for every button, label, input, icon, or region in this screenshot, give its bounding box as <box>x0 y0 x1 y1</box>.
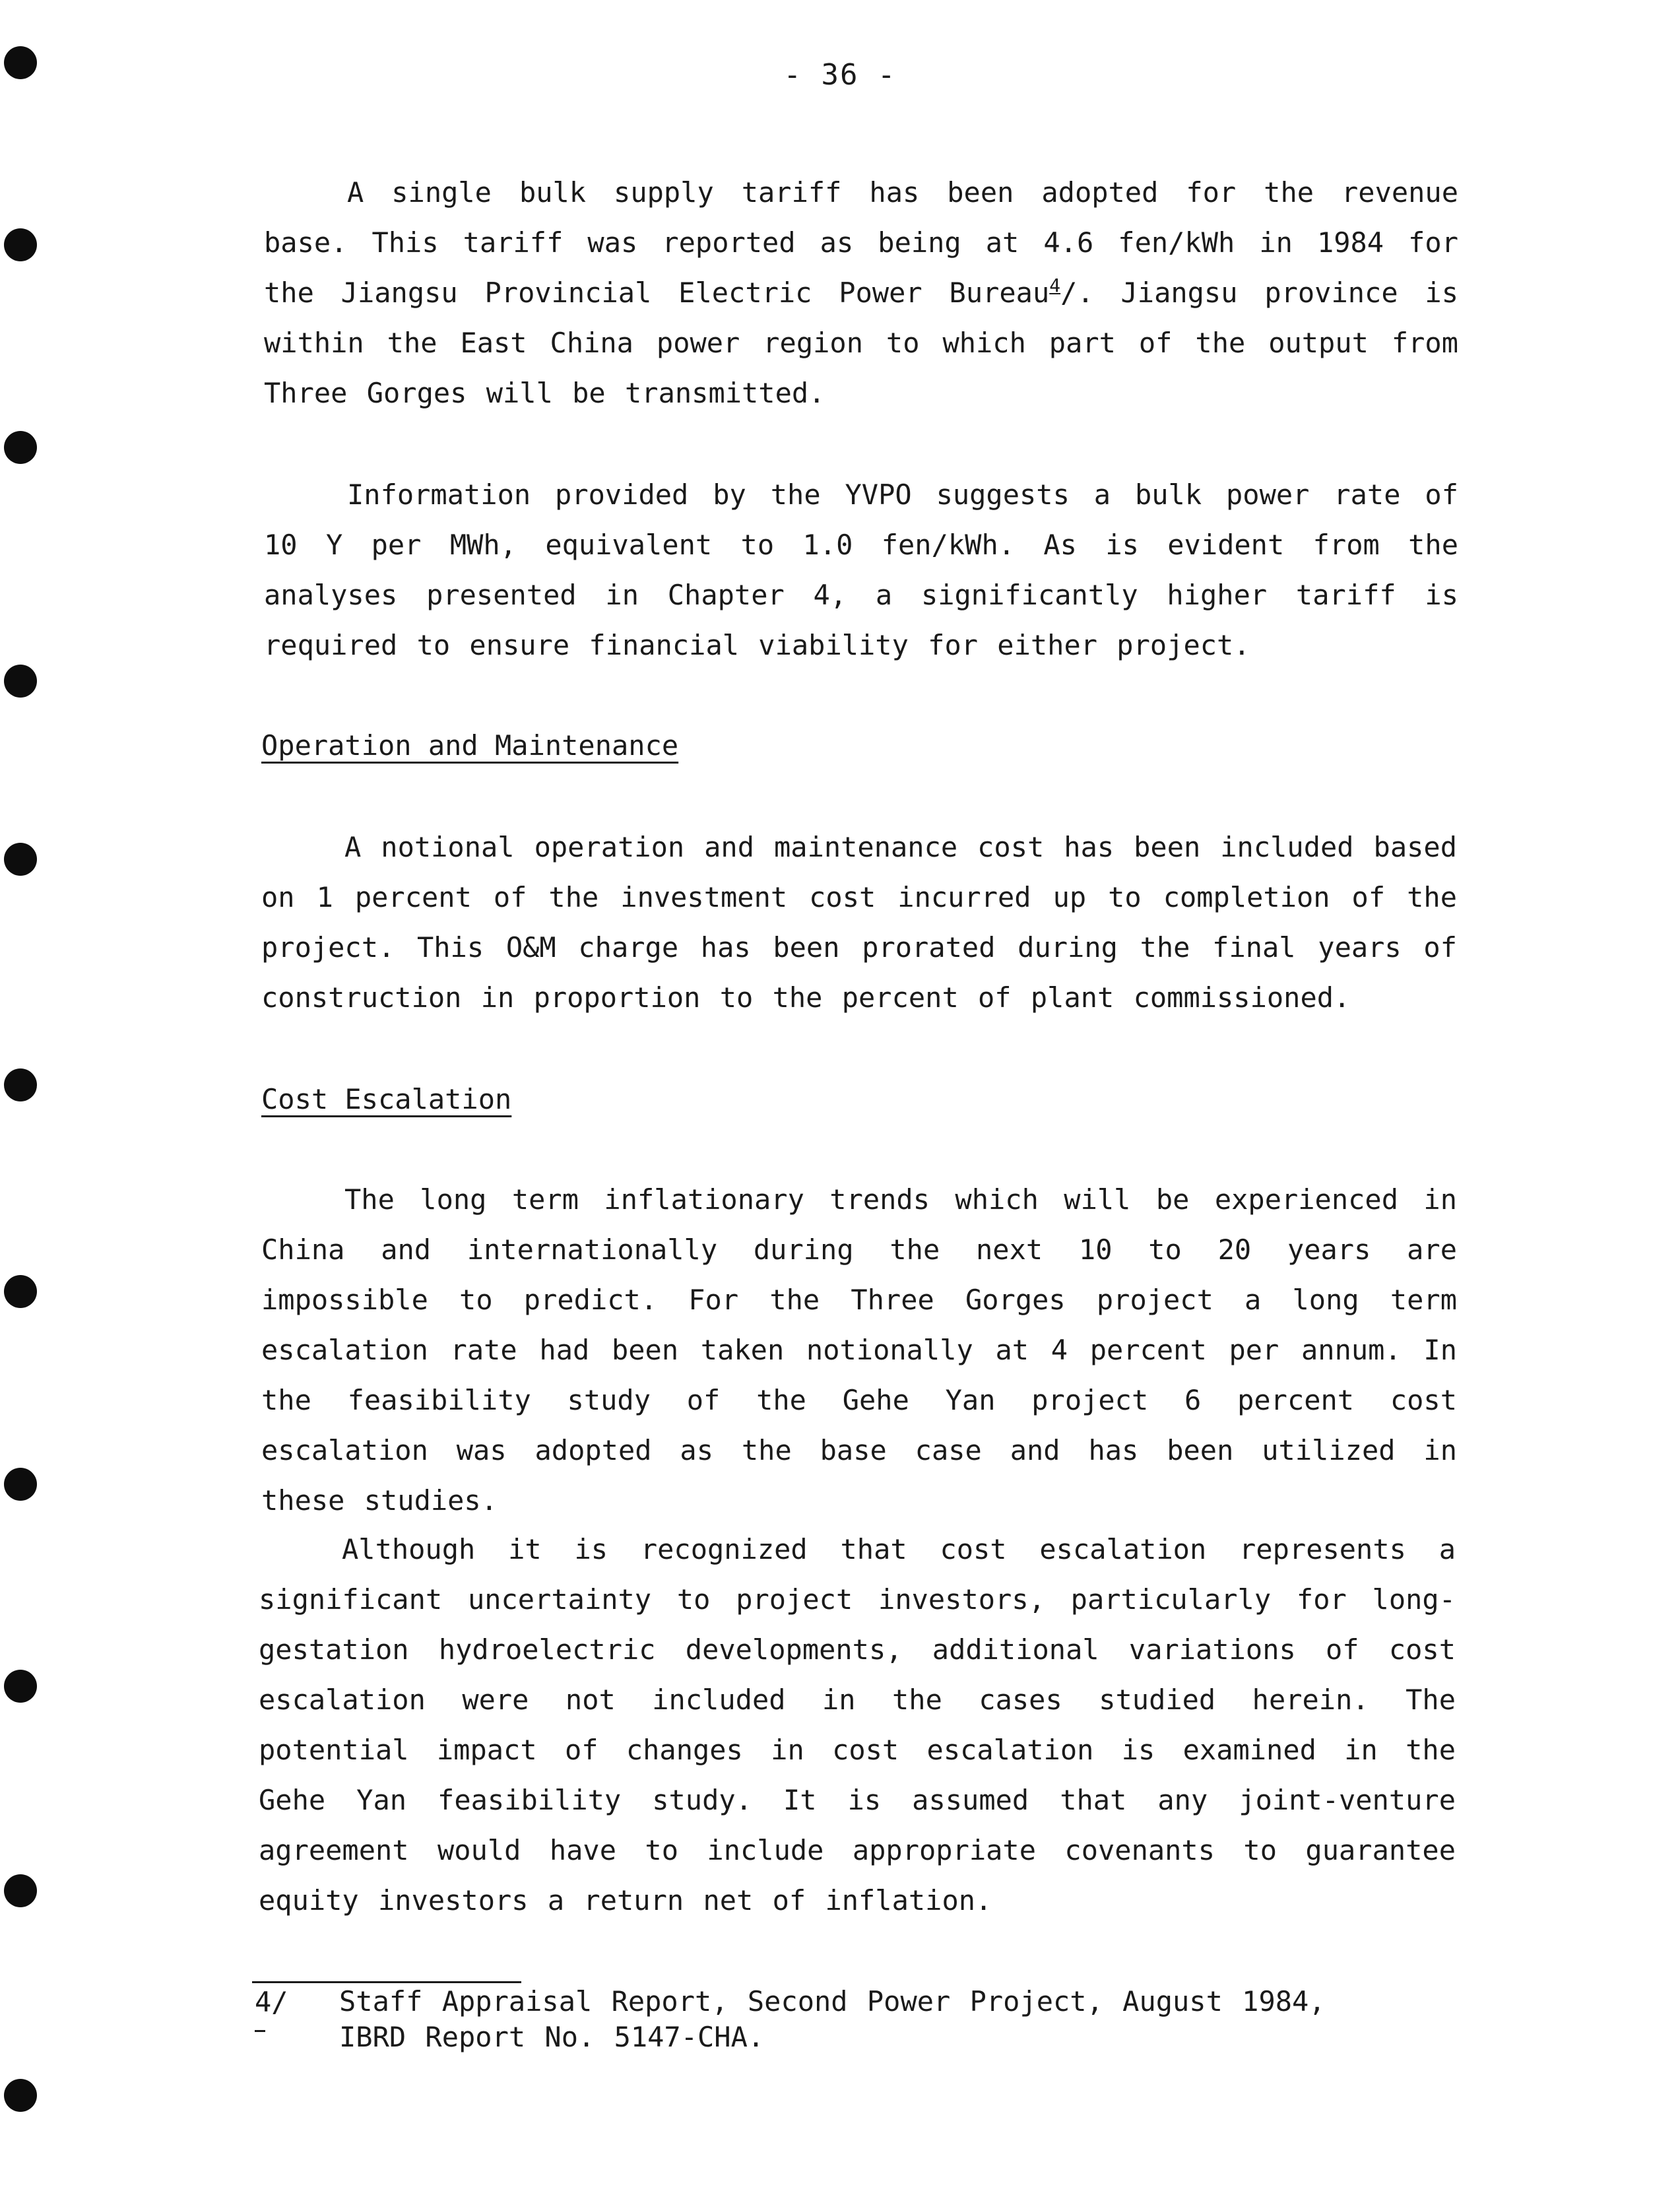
punch-hole <box>4 2079 37 2112</box>
punch-hole <box>4 1670 37 1703</box>
paragraph-om-text: A notional operation and maintenance cost has been included based on 1 percent of the investment cost incurred up to completion of the project. This O&M charge has been prorated during the final years of construction in proportion to the percent of plant commissioned. <box>261 831 1457 1014</box>
footnote-line-1: Staff Appraisal Report, Second Power Project, August 1984, <box>339 1985 1326 2017</box>
footnote-mark: 4/ <box>255 1986 288 2018</box>
paragraph-tariff-continued: /. Jiangsu province is within the East China power region to which part of the output from Three Gorges will be transmitted. <box>264 277 1458 409</box>
paragraph-tariff <box>264 168 1458 418</box>
paragraph-inflation <box>261 1175 1457 1526</box>
page-number: - 36 - <box>783 58 897 92</box>
punch-hole <box>4 1874 37 1907</box>
punch-hole <box>4 1468 37 1501</box>
footnote-text <box>339 1984 1326 2055</box>
punch-hole <box>4 1275 37 1308</box>
heading-cost-escalation: Cost Escalation <box>261 1083 512 1115</box>
paragraph-om <box>261 822 1457 1023</box>
punch-hole <box>4 431 37 464</box>
punch-hole <box>4 665 37 698</box>
punch-hole <box>4 843 37 876</box>
footnote-line-2: IBRD Report No. 5147-CHA. <box>339 2021 765 2053</box>
punch-hole <box>4 1068 37 1101</box>
footnote-separator <box>252 1981 521 1983</box>
paragraph-uncertainty-text: Although it is recognized that cost escalation represents a significant uncertainty to project investors, particularly for long-gestation hydroelectric developments, additional variations of cost escalation were not included in the cases studied herein. The potential impact of changes in cost escalation is examined in the Gehe Yan feasibility study. It is assumed that any joint-venture agreement would have to include appropriate covenants to guarantee equity investors a return net of inflation. <box>259 1533 1456 1917</box>
paragraph-yvpo-text: Information provided by the YVPO suggests a bulk power rate of 10 Y per MWh, equivalent to 1.0 fen/kWh. As is evident from the analyses presented in Chapter 4, a significantly higher tariff is required to ensure financial viability for either project. <box>264 478 1458 661</box>
punch-hole <box>4 228 37 261</box>
heading-operation-maintenance: Operation and Maintenance <box>261 729 679 762</box>
paragraph-tariff-text: A single bulk supply tariff has been adopted for the revenue base. This tariff was reported as being at 4.6 fen/kWh in 1984 for the Jiangsu Provincial Electric Power Bureau <box>264 176 1458 309</box>
paragraph-inflation-text: The long term inflationary trends which will be experienced in China and internationally during the next 10 to 20 years are impossible to predict. For the Three Gorges project a long term escalation rate had been taken notionally at 4 percent per annum. In the feasibility study of the Gehe Yan project 6 percent cost escalation was adopted as the base case and has been utilized in these studies. <box>261 1183 1457 1517</box>
paragraph-uncertainty <box>259 1525 1456 1926</box>
footnote-mark-underline <box>255 2030 265 2032</box>
footnote-reference: 4 <box>1049 275 1061 296</box>
paragraph-yvpo <box>264 470 1458 671</box>
